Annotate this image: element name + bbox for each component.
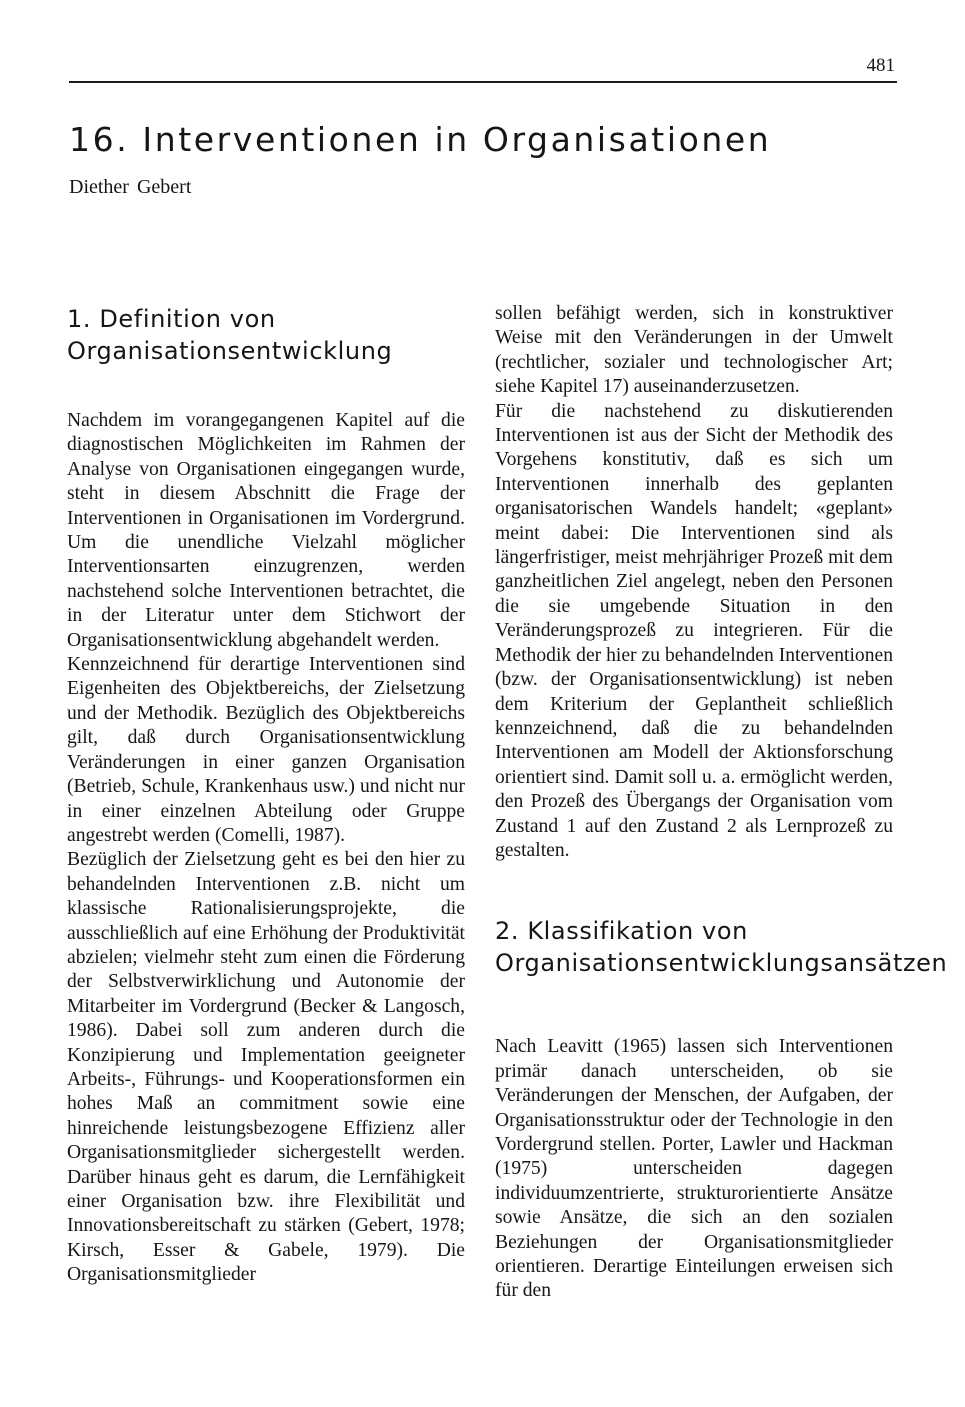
author: Diether Gebert (69, 176, 192, 198)
page-number: 481 (866, 55, 895, 76)
section-1-heading (67, 304, 465, 367)
paragraph: Nachdem im vorangegangenen Kapitel auf die diagnostischen Möglichkeiten im Rahmen der Analyse von Organisationen eingegangen wurde, steht in diesem Abschnitt die Frage der Interventionen in Organisationen im Vordergrund. Um die unendliche Vielzahl möglicher Interventionsarten einzugrenzen, werden nachstehend solche Interventionen betrachtet, die in der Literatur unter dem Stichwort der Organisationsentwicklung abgehandelt werden. (67, 410, 465, 651)
section-2-heading (495, 916, 948, 979)
paragraph: Nach Leavitt (1965) lassen sich Interventionen primär danach unterscheiden, ob sie Veränderungen der Menschen, der Aufgaben, der Organisationsstruktur oder der Technologie in den Vordergrund stellen. Porter, Lawler und Hackman (1975) unterscheiden dagegen individuumzentrierte, strukturorientierte Ansätze sowie Ansätze, die sich an den sozialen Beziehungen der Organisationsmitglieder orientieren. Derartige Einteilungen erweisen sich für den (495, 1036, 893, 1302)
paragraph: Für die nachstehend zu diskutierenden Interventionen ist aus der Sicht der Methodik des Vorgehens konstitutiv, daß es sich um Interventionen innerhalb des geplanten organisatorischen Wandels handelt; «geplant» meint dabei: Die Interventionen sind als längerfristiger, meist mehrjähriger Prozeß mit dem ganzheitlichen Ziel angelegt, neben den Personen die sie umgebende Situation in den Veränderungsprozeß zu integrieren. Für die Methodik der hier zu behandelnden Interventionen (bzw. der Organisationsentwicklung) ist neben dem Kriterium der Geplantheit schließlich kennzeichnend, daß die zu behandelnden Interventionen am Modell der Aktionsforschung orientiert sind. Damit soll u. a. ermöglicht werden, den Prozeß des Übergangs der Organisation vom Zustand 1 auf den Zustand 2 als Lernprozeß zu gestalten. (495, 400, 893, 861)
paragraph: Bezüglich der Zielsetzung geht es bei den hier zu behandelnden Interventionen z.B. nicht um klassische Rationalisierungsprojekte, die ausschließlich auf eine Erhöhung der Produktivität abzielen; vielmehr steht zum einen die Förderung der Selbstverwirklichung und Autonomie der Mitarbeiter im Vordergrund (Becker & Langosch, 1986). Dabei soll zum anderen durch die Konzipierung und Implementation geeigneter Arbeits-, Führungs- und Kooperationsformen ein hohes Maß an commitment sowie eine hinreichende leistungsbezogene Effizienz aller Organisationsmitglieder sichergestellt werden. Darüber hinaus geht es darum, die Lernfähigkeit einer Organisation bzw. ihre Flexibilität und Innovationsbereitschaft zu stärken (Gebert, 1978; Kirsch, Esser & Gabele, 1979). Die Organisationsmitglieder (67, 849, 465, 1286)
section-2-heading-line2: Organisationsentwicklungsansätzen (495, 948, 948, 977)
paragraph: sollen befähigt werden, sich in konstruktiver Weise mit den Veränderungen in der Umwelt (rechtlicher, sozialer und technologischer Art; siehe Kapitel 17) auseinanderzusetzen. (495, 303, 893, 398)
paragraph: Kennzeichnend für derartige Interventionen sind Eigenheiten des Objektbereichs, der Zielsetzung und der Methodik. Bezüglich des Objektbereichs gilt, daß durch Organisationsentwicklung Veränderungen in einer ganzen Organisation (Betrieb, Schule, Krankenhaus usw.) und nicht nur in einer einzelnen Abteilung oder Gruppe angestrebt werden (Comelli, 1987). (67, 654, 465, 846)
section-1-heading-line2: Organisationsentwicklung (67, 336, 393, 365)
right-column (495, 302, 948, 1304)
section-2-heading-line1: 2. Klassifikation von (495, 917, 748, 946)
header-rule (69, 81, 897, 83)
section-1-heading-line1: 1. Definition von (67, 305, 276, 333)
chapter-title: 16. Interventionen in Organisationen (69, 120, 772, 159)
left-column (67, 304, 465, 1288)
